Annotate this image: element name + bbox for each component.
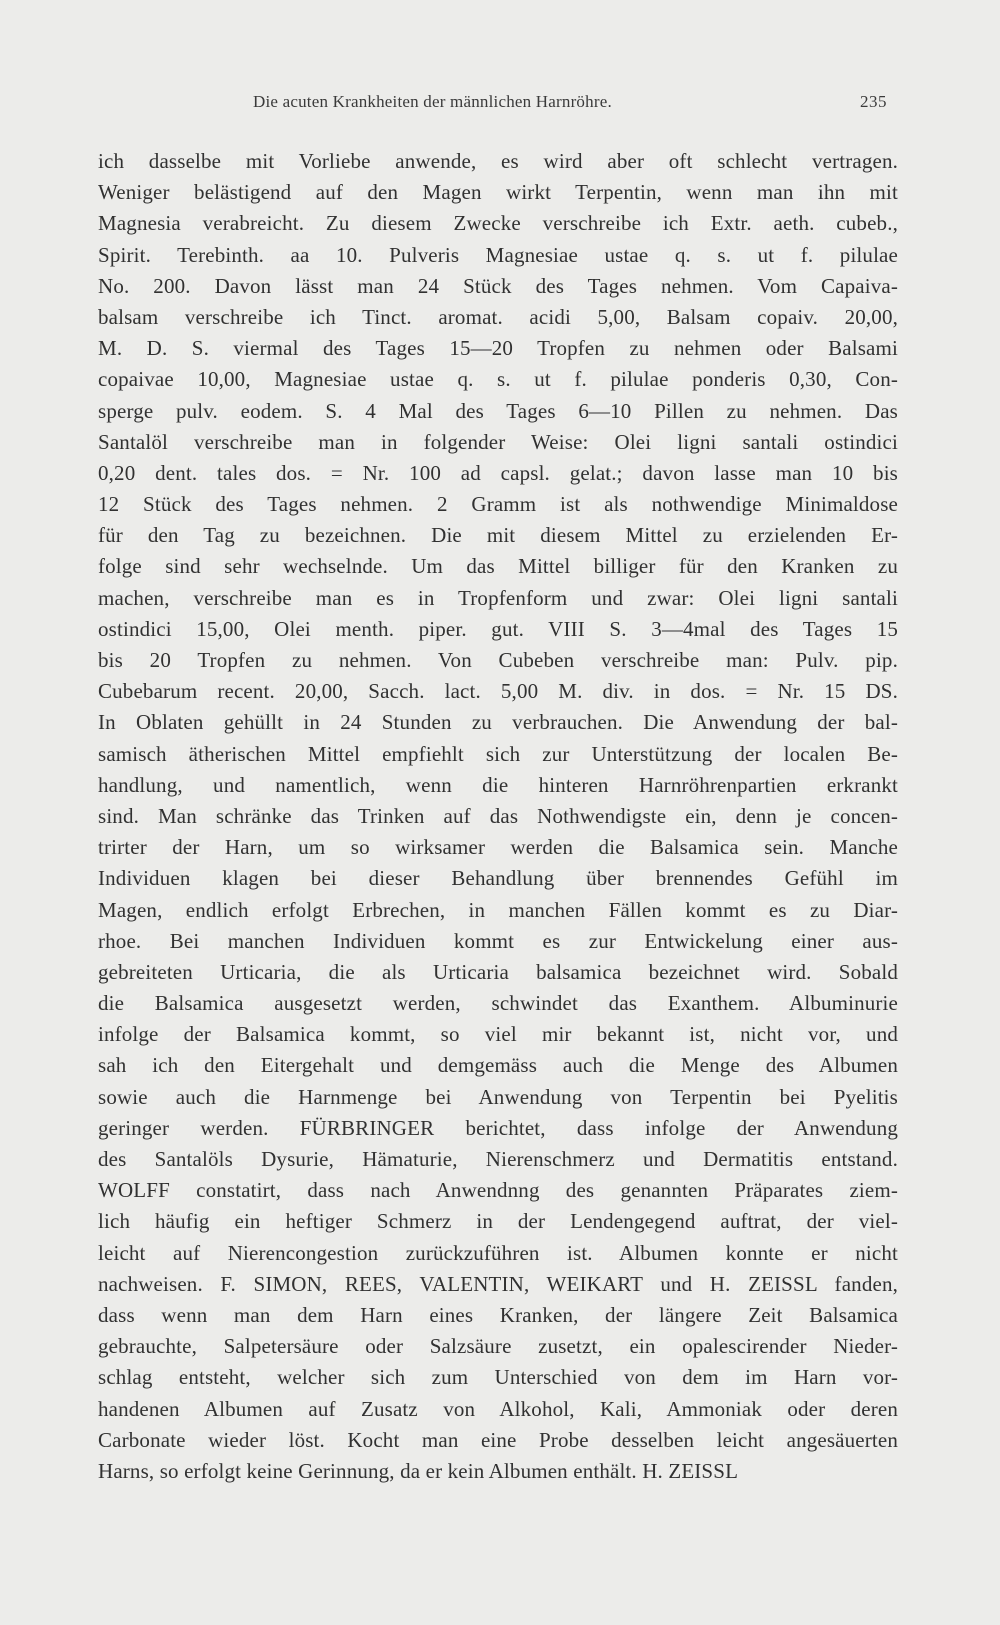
- text-line-22: sind. Man schränke das Trinken auf das Nothwendigste ein, denn je concen-: [98, 803, 898, 828]
- text-line-14: folge sind sehr wechselnde. Um das Mittel billiger für den Kranken zu: [98, 554, 898, 579]
- text-line-21: handlung, und namentlich, wenn die hinteren Harnröhrenpartien erkrankt: [98, 772, 898, 797]
- text-line-1: ich dasselbe mit Vorliebe anwende, es wird aber oft schlecht vertragen.: [98, 149, 898, 173]
- text-line-41: handenen Albumen auf Zusatz von Alkohol, Kali, Ammoniak oder deren: [98, 1396, 898, 1421]
- text-line-20: samisch ätherischen Mittel empfiehlt sich zur Unterstützung der localen Be-: [98, 741, 898, 766]
- text-line-29: infolge der Balsamica kommt, so viel mir bekannt ist, nicht vor, und: [98, 1022, 898, 1047]
- text-line-34: WOLFF constatirt, dass nach Anwendnng des genannten Präparates ziem-: [98, 1178, 898, 1203]
- text-line-2: Weniger belästigend auf den Magen wirkt Terpentin, wenn man ihn mit: [98, 180, 898, 205]
- text-line-43: Harns, so erfolgt keine Gerinnung, da er kein Albumen enthält. H. ZEISSL: [98, 1458, 739, 1483]
- text-line-5: No. 200. Davon lässt man 24 Stück des Tages nehmen. Vom Capaiva-: [98, 273, 898, 298]
- text-line-7: M. D. S. viermal des Tages 15—20 Tropfen zu nehmen oder Balsami: [98, 336, 898, 361]
- text-line-9: sperge pulv. eodem. S. 4 Mal des Tages 6—10 Pillen zu nehmen. Das: [98, 398, 898, 423]
- text-line-16: ostindici 15,00, Olei menth. piper. gut. VIII S. 3—4mal des Tages 15: [98, 616, 898, 641]
- text-line-23: trirter der Harn, um so wirksamer werden die Balsamica sein. Manche: [98, 835, 898, 860]
- text-line-37: nachweisen. F. SIMON, REES, VALENTIN, WEIKART und H. ZEISSL fanden,: [98, 1271, 898, 1296]
- text-line-17: bis 20 Tropfen zu nehmen. Von Cubeben verschreibe man: Pulv. pip.: [98, 648, 898, 672]
- text-line-8: copaivae 10,00, Magnesiae ustae q. s. ut f. pilulae ponderis 0,30, Con-: [98, 367, 898, 392]
- text-line-25: Magen, endlich erfolgt Erbrechen, in manchen Fällen kommt es zu Diar-: [98, 897, 898, 922]
- text-line-11: 0,20 dent. tales dos. = Nr. 100 ad capsl. gelat.; davon lasse man 10 bis: [98, 460, 898, 485]
- text-line-31: sowie auch die Harnmenge bei Anwendung von Terpentin bei Pyelitis: [98, 1084, 898, 1109]
- text-line-10: Santalöl verschreibe man in folgender Weise: Olei ligni santali ostindici: [98, 429, 898, 454]
- text-line-15: machen, verschreibe man es in Tropfenform und zwar: Olei ligni santali: [98, 585, 898, 610]
- text-line-40: schlag entsteht, welcher sich zum Unterschied von dem im Harn vor-: [98, 1365, 898, 1390]
- running-title: Die acuten Krankheiten der männlichen Harnröhre.: [253, 92, 612, 111]
- text-line-4: Spirit. Terebinth. aa 10. Pulveris Magnesiae ustae q. s. ut f. pilulae: [98, 242, 898, 267]
- page-header: [0, 92, 1000, 118]
- text-line-3: Magnesia verabreicht. Zu diesem Zwecke verschreibe ich Extr. aeth. cubeb.,: [98, 211, 898, 236]
- text-line-39: gebrauchte, Salpetersäure oder Salzsäure zusetzt, ein opalescirender Nieder-: [98, 1334, 898, 1359]
- text-line-6: balsam verschreibe ich Tinct. aromat. acidi 5,00, Balsam copaiv. 20,00,: [98, 304, 898, 329]
- page-number: 235: [860, 92, 887, 111]
- text-line-38: dass wenn man dem Harn eines Kranken, der längere Zeit Balsamica: [98, 1302, 898, 1327]
- text-line-26: rhoe. Bei manchen Individuen kommt es zur Entwickelung einer aus-: [98, 928, 898, 953]
- text-line-27: gebreiteten Urticaria, die als Urticaria balsamica bezeichnet wird. Sobald: [98, 959, 898, 984]
- text-line-18: Cubebarum recent. 20,00, Sacch. lact. 5,00 M. div. in dos. = Nr. 15 DS.: [98, 679, 898, 704]
- text-line-32: geringer werden. FÜRBRINGER berichtet, dass infolge der Anwendung: [98, 1115, 898, 1140]
- text-line-24: Individuen klagen bei dieser Behandlung über brennendes Gefühl im: [98, 866, 898, 891]
- text-line-28: die Balsamica ausgesetzt werden, schwindet das Exanthem. Albuminurie: [98, 991, 898, 1016]
- text-line-30: sah ich den Eitergehalt und demgemäss auch die Menge des Albumen: [98, 1053, 898, 1078]
- text-line-33: des Santalöls Dysurie, Hämaturie, Nierenschmerz und Dermatitis entstand.: [98, 1147, 898, 1171]
- text-line-36: leicht auf Nierencongestion zurückzuführen ist. Albumen konnte er nicht: [98, 1240, 898, 1265]
- body-text: [98, 146, 898, 1487]
- text-line-12: 12 Stück des Tages nehmen. 2 Gramm ist als nothwendige Minimaldose: [98, 492, 898, 517]
- text-line-13: für den Tag zu bezeichnen. Die mit diesem Mittel zu erzielenden Er-: [98, 523, 898, 548]
- text-line-35: lich häufig ein heftiger Schmerz in der Lendengegend auftrat, der viel-: [98, 1209, 898, 1234]
- text-line-42: Carbonate wieder löst. Kocht man eine Probe desselben leicht angesäuerten: [98, 1427, 898, 1452]
- text-line-19: In Oblaten gehüllt in 24 Stunden zu verbrauchen. Die Anwendung der bal-: [98, 710, 898, 735]
